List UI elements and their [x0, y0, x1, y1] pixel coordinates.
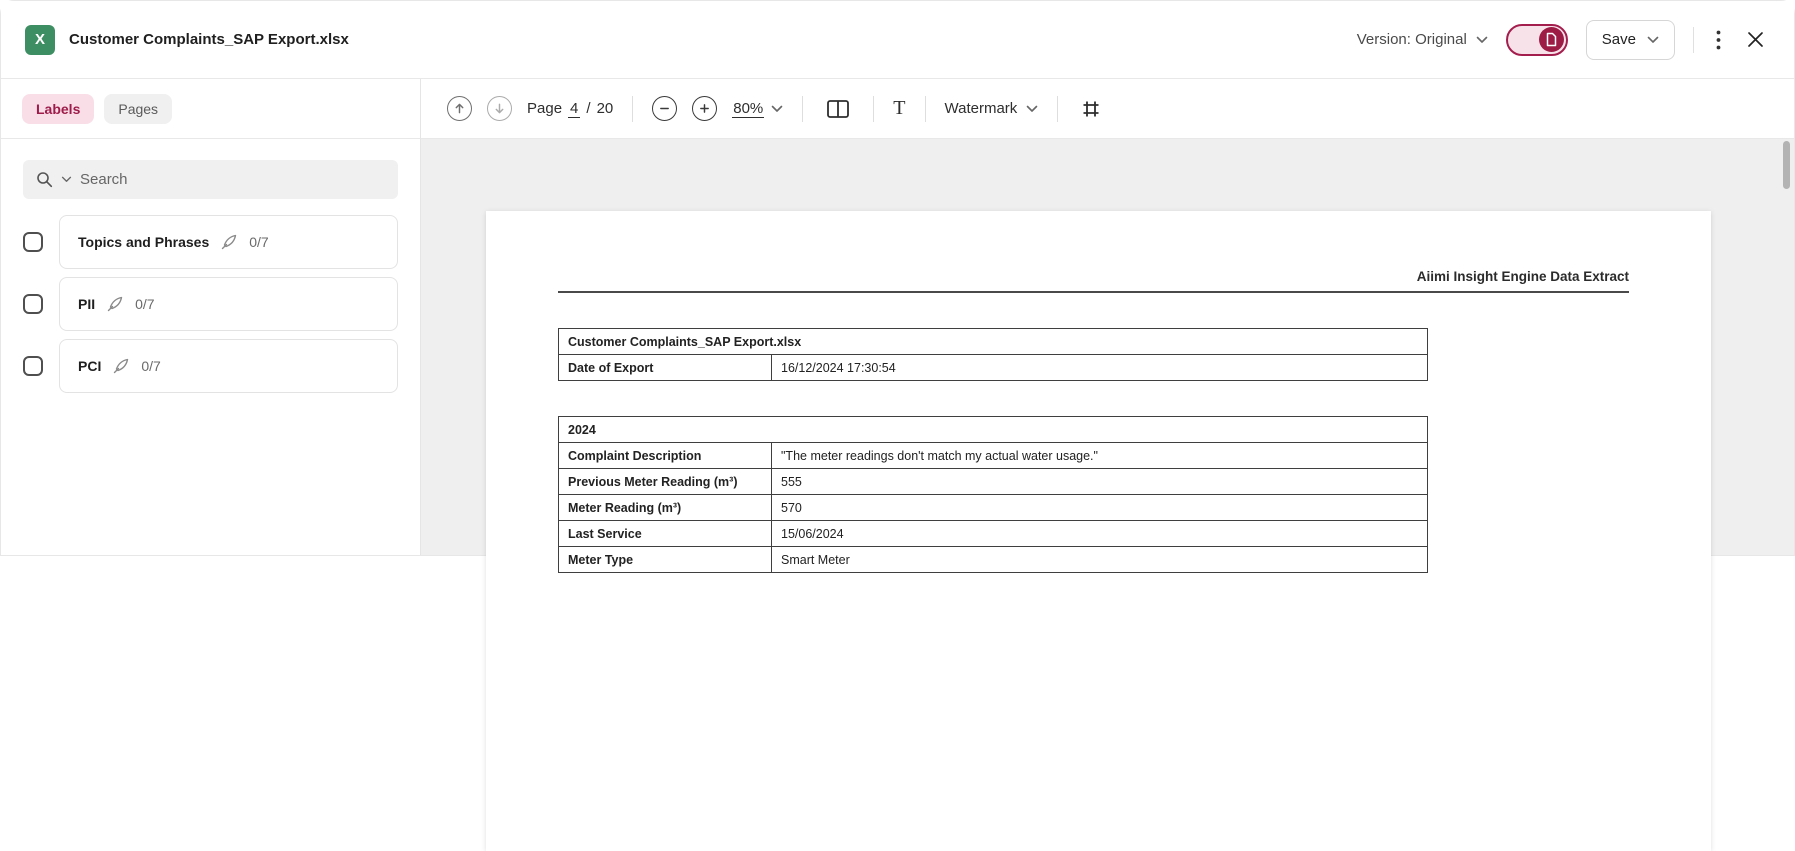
topbar-divider [1693, 27, 1694, 53]
more-options-button[interactable] [1712, 26, 1725, 54]
toolbar-divider [802, 96, 803, 122]
tab-pages[interactable]: Pages [104, 94, 172, 124]
page-total: 20 [596, 100, 614, 117]
version-label: Version: Original [1356, 31, 1467, 48]
save-label: Save [1601, 31, 1636, 48]
minus-icon [659, 103, 670, 114]
artboard-select-button[interactable] [1077, 95, 1105, 123]
page-label: Page [527, 100, 563, 117]
watermark-select[interactable] [945, 100, 1039, 117]
table-label-cell: Previous Meter Reading (m³) [559, 469, 772, 495]
close-button[interactable] [1743, 27, 1768, 52]
chevron-down-icon [771, 105, 783, 113]
table-value-cell: "The meter readings don't match my actual water usage." [772, 443, 1428, 469]
artboard-icon [1081, 99, 1101, 119]
excel-file-icon: X [25, 25, 55, 55]
watermark-label: Watermark [944, 100, 1018, 117]
toggle-knob [1539, 27, 1564, 52]
table-row [559, 443, 1428, 469]
export-info-table [558, 328, 1428, 381]
label-row-topics-and-phrases [23, 215, 398, 269]
complaint-data-table [558, 416, 1428, 573]
table-title-cell: 2024 [559, 417, 1428, 443]
kebab-menu-icon [1716, 30, 1721, 50]
label-count: 0/7 [135, 296, 155, 312]
table-label-cell: Meter Reading (m³) [559, 495, 772, 521]
chevron-down-icon [1476, 36, 1488, 44]
page-separator: / [586, 100, 591, 117]
table-label-cell: Last Service [559, 521, 772, 547]
table-row [559, 521, 1428, 547]
label-checkbox[interactable] [23, 294, 43, 314]
search-box [23, 160, 398, 199]
version-select[interactable] [1357, 31, 1488, 48]
table-row [559, 495, 1428, 521]
plus-icon [699, 103, 710, 114]
table-value-cell: 555 [772, 469, 1428, 495]
tab-labels[interactable]: Labels [22, 94, 94, 124]
table-value-cell: Smart Meter [772, 547, 1428, 573]
document-viewer [421, 139, 1794, 567]
label-card[interactable] [59, 277, 398, 331]
label-name: Topics and Phrases [78, 234, 210, 250]
document-icon [1545, 32, 1558, 47]
label-checkbox[interactable] [23, 232, 43, 252]
label-name: PCI [78, 358, 102, 374]
labels-sidebar [1, 79, 421, 555]
label-row-pci [23, 339, 398, 393]
toolbar-divider [925, 96, 926, 122]
chevron-down-icon[interactable] [61, 176, 72, 183]
save-button[interactable] [1586, 20, 1675, 60]
table-row [559, 329, 1428, 355]
toolbar-divider [632, 96, 633, 122]
document-page [486, 211, 1711, 851]
table-title-cell: Customer Complaints_SAP Export.xlsx [559, 329, 1428, 355]
quill-icon [220, 233, 238, 251]
redaction-view-toggle[interactable] [1506, 24, 1568, 56]
arrow-down-icon [494, 103, 505, 114]
page-indicator [527, 100, 613, 118]
table-value-cell: 16/12/2024 17:30:54 [772, 355, 1428, 381]
table-label-cell: Date of Export [559, 355, 772, 381]
quill-icon [106, 295, 124, 313]
table-label-cell: Complaint Description [559, 443, 772, 469]
table-row [559, 469, 1428, 495]
zoom-out-button[interactable] [652, 96, 677, 121]
toolbar-divider [1057, 96, 1058, 122]
sidebar-tabs [1, 79, 420, 139]
quill-icon [112, 357, 130, 375]
search-icon [36, 171, 53, 188]
text-tool-button[interactable]: T [893, 97, 906, 119]
label-count: 0/7 [141, 358, 161, 374]
next-page-button[interactable] [487, 96, 512, 121]
previous-page-button[interactable] [447, 96, 472, 121]
label-card[interactable] [59, 339, 398, 393]
close-icon [1747, 31, 1764, 48]
zoom-level: 80% [733, 99, 764, 117]
label-card[interactable] [59, 215, 398, 269]
arrow-up-icon [454, 103, 465, 114]
zoom-level-select[interactable] [732, 100, 783, 118]
table-value-cell: 570 [772, 495, 1428, 521]
book-layout-icon [826, 99, 850, 119]
chevron-down-icon [1026, 105, 1038, 113]
label-count: 0/7 [249, 234, 269, 250]
table-label-cell: Meter Type [559, 547, 772, 573]
label-name: PII [78, 296, 96, 312]
document-header-rule [558, 291, 1629, 293]
search-input[interactable] [80, 171, 385, 188]
label-checkbox[interactable] [23, 356, 43, 376]
table-row [559, 355, 1428, 381]
scrollbar-thumb[interactable] [1783, 141, 1790, 189]
document-title: Customer Complaints_SAP Export.xlsx [69, 31, 349, 48]
table-row [559, 547, 1428, 573]
top-bar [1, 1, 1794, 79]
zoom-in-button[interactable] [692, 96, 717, 121]
viewer-toolbar [421, 79, 1794, 139]
document-header-text: Aiimi Insight Engine Data Extract [1416, 269, 1629, 284]
chevron-down-icon [1647, 36, 1659, 44]
table-row [559, 417, 1428, 443]
toolbar-divider [873, 96, 874, 122]
table-value-cell: 15/06/2024 [772, 521, 1428, 547]
two-page-layout-button[interactable] [822, 95, 854, 123]
page-number-input[interactable]: 4 [570, 99, 579, 117]
label-row-pii [23, 277, 398, 331]
